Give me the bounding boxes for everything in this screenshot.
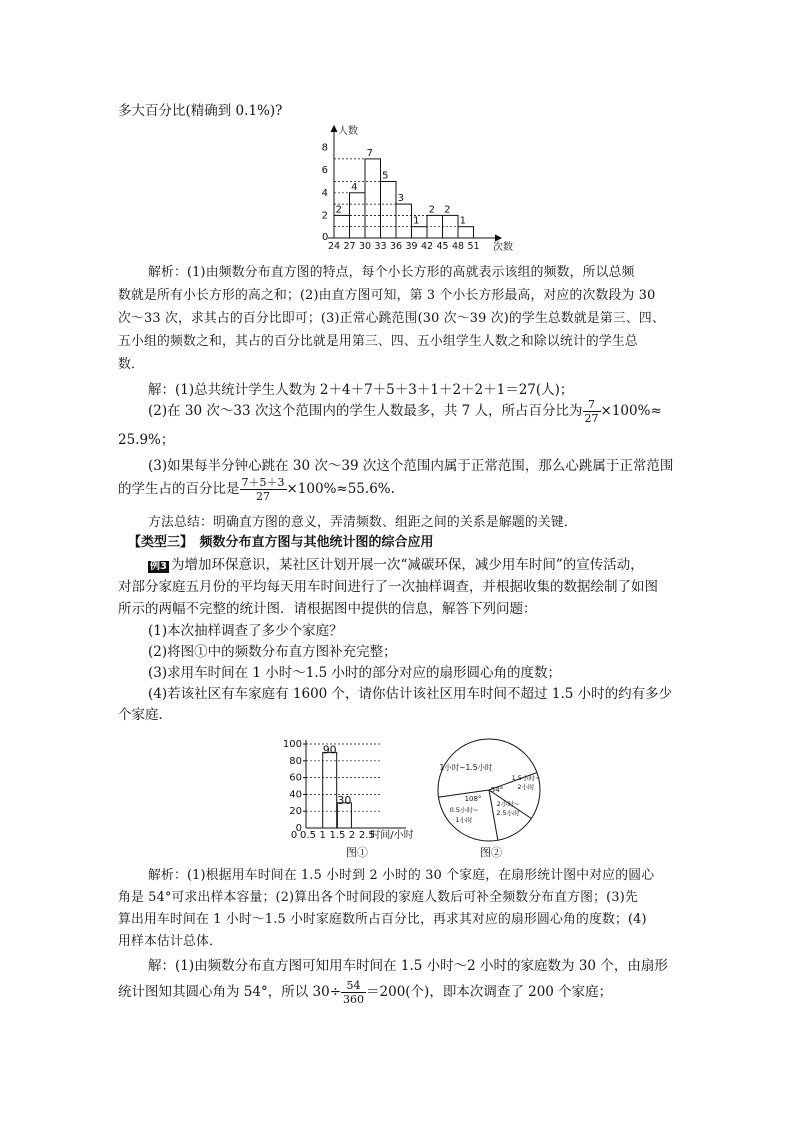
solution-1-line-2c: 25.9%； [118, 432, 175, 448]
y-tick-label: 60 [289, 772, 302, 784]
figure-2-caption: 图② [480, 846, 502, 859]
bar-value-label: 30 [337, 793, 352, 807]
y-tick-label: 40 [289, 789, 302, 801]
x-axis-arrow [495, 235, 501, 241]
analysis-2-line-1: 解析：(1)根据用车时间在 1.5 小时到 2 小时的 30 个家庭，在扇形统计图中对应的圆心 [148, 868, 655, 883]
x-tick-label: 36 [389, 241, 403, 252]
analysis-2-line-2: 角是 54°可求出样本容量；(2)算出各个时间段的家庭人数后可补全频数分布直方图；(3)先 [118, 890, 638, 905]
x-tick-label: 39 [405, 241, 418, 252]
fraction-54-360 [341, 979, 366, 1006]
y-axis-label: 人数 [338, 126, 358, 137]
x-tick-label: 33 [374, 241, 387, 252]
x-tick-label: 24 [327, 241, 341, 252]
pie-label-b1: 1.5小时~ [511, 774, 541, 782]
pie-angle-54: 54° [490, 786, 504, 794]
fraction-denominator: 360 [343, 993, 365, 1006]
fraction-numerator: 7 [583, 398, 601, 412]
fraction-denominator: 27 [256, 490, 270, 503]
y-tick-label: 20 [289, 806, 302, 818]
question-3: (3)求用车时间在 1 小时～1.5 小时的部分对应的扇形圆心角的度数； [148, 665, 562, 681]
analysis-1-line-2: 数就是所有小长方形的高之和；(2)由直方图可知，第 3 个小长方形最高，对应的次数段为 30 [118, 288, 656, 303]
solution-1-line-3: (3)如果每半分钟心跳在 30 次～39 次这个范围内属于正常范围，那么心跳属于正常范围 [148, 458, 674, 474]
solution-1-part-2a: (2)在 30 次～33 次这个范围内的学生人数最多，共 7 人，所占百分比为 [148, 403, 583, 419]
x-tick-label: 45 [436, 241, 449, 252]
y-tick-label: 2 [321, 210, 328, 222]
example-3-line-3: 所示的两幅不完整的统计图．请根据图中提供的信息，解答下列问题： [118, 601, 537, 617]
question-4-line-2: 个家庭． [118, 707, 172, 723]
example-3-text-1: 为增加环保意识，某社区计划开展一次“减碳环保，减少用车时间”的宣传活动， [170, 557, 644, 573]
x-tick-label: 48 [451, 241, 465, 252]
solution-1-line-1: 解：(1)总共统计学生人数为 2＋4＋7＋5＋3＋1＋2＋2＋1＝27(人)； [148, 382, 574, 398]
pie-label-d1: 0.5小时~ [449, 806, 479, 814]
y-tick-label: 8 [321, 142, 328, 154]
y-tick-label: 80 [289, 755, 302, 767]
x-tick-label: 2.5 [358, 830, 375, 841]
bar-value-label: 90 [322, 743, 337, 757]
y-tick-label: 4 [321, 187, 328, 199]
histogram-bar [396, 204, 412, 238]
bar-value-label: 7 [366, 147, 373, 159]
fraction-7-27 [583, 398, 601, 425]
solution-2-part-b: ＝200(个)，即本次调查了 200 个家庭； [366, 984, 613, 1000]
histogram-bar [365, 159, 381, 238]
bar-value-label: 2 [428, 204, 435, 216]
solution-1-part-3b: 的学生占的百分比是 [118, 481, 240, 497]
bar-value-label: 1 [413, 215, 420, 227]
solution-1-line-4 [118, 475, 395, 503]
solution-2-line-1: 解：(1)由频数分布直方图可知用车时间在 1.5 小时～2 小时的家庭数为 30 个，由扇形 [148, 958, 668, 974]
y-axis-arrow [331, 126, 337, 132]
analysis-1-line-1: 解析：(1)由频数分布直方图的特点，每个小长方形的高就表示该组的频数，所以总频 [148, 265, 635, 280]
solution-1-line-2 [148, 397, 662, 425]
origin-label: 0 [322, 232, 329, 243]
pie-angle-108: 108° [464, 795, 482, 803]
question-1: (1)本次抽样调查了多少个家庭？ [148, 623, 343, 639]
analysis-2-line-3: 算出用车时间在 1 小时～1.5 小时家庭数所占百分比，再求其对应的扇形圆心角的度数；(4) [118, 912, 647, 927]
bar-value-label: 3 [397, 193, 404, 205]
histogram-chart-1 [300, 122, 520, 254]
example-3-line-1 [148, 555, 644, 575]
bar-value-label: 4 [351, 181, 358, 193]
pie-label-a: 1小时~1.5小时 [439, 763, 493, 772]
example-3-line-2: 对部分家庭五月份的平均每天用车时间进行了一次抽样调查，并根据收集的数据绘制了如图 [118, 579, 658, 595]
histogram-chart-2 [276, 734, 446, 844]
bar-value-label: 2 [444, 204, 451, 216]
pie-label-c1: 2小时~ [496, 800, 520, 808]
x-tick-label: 27 [343, 241, 356, 252]
y-tick-label: 100 [282, 739, 302, 750]
type-3-heading: 【类型三】 频数分布直方图与其他统计图的综合应用 [128, 535, 434, 550]
bar-value-label: 1 [459, 215, 466, 227]
figure-1-caption: 图① [346, 846, 368, 859]
origin-label: 0 [290, 830, 298, 841]
histogram-bar [381, 182, 397, 239]
y-tick-label: 6 [321, 165, 328, 177]
example-badge: 例3 [150, 561, 167, 572]
analysis-1-line-4: 五小组的频数之和，其占的百分比就是用第三、四、五小组学生人数之和除以统计的学生总 [118, 334, 638, 349]
x-axis-label: 次数 [493, 242, 513, 253]
solution-1-part-2b: ×100%≈ [600, 403, 662, 419]
fraction-numerator: 54 [341, 979, 366, 993]
x-tick-label: 30 [358, 241, 372, 252]
analysis-1-line-3: 次～33 次，求其占的百分比即可；(3)正常心跳范围(30 次～39 次)的学生总数就是第三、四、 [118, 311, 665, 326]
x-tick-label: 0.5 [300, 830, 316, 841]
intro-line: 多大百分比(精确到 0.1%)? [118, 103, 283, 119]
solution-1-part-3c: ×100%≈55.6%. [286, 481, 395, 497]
method-summary: 方法总结：明确直方图的意义，弄清频数、组距之间的关系是解题的关键． [148, 515, 577, 530]
x-axis-label: 时间/小时 [370, 830, 414, 841]
x-tick-label: 42 [420, 241, 434, 252]
x-tick-label: 2 [348, 830, 356, 841]
pie-label-c2: 2.5小时 [496, 809, 520, 817]
bar-value-label: 2 [335, 204, 342, 216]
analysis-1-line-5: 数． [118, 357, 144, 372]
pie-chart [430, 734, 548, 846]
question-4-line-1: (4)若该社区有车家庭有 1600 个，请你估计该社区用车时间不超过 1.5 小时的约有多少 [148, 686, 673, 702]
pie-label-d2: 1小时 [455, 816, 473, 824]
fraction-denominator: 27 [584, 412, 599, 425]
analysis-2-line-4: 用样本估计总体． [118, 934, 222, 949]
histogram-bar [458, 227, 474, 238]
histogram-bar [412, 227, 428, 238]
fraction-numerator: 7＋5＋3 [241, 476, 285, 489]
question-2: (2)将图①中的频数分布直方图补充完整； [148, 644, 397, 660]
bar-value-label: 5 [382, 170, 389, 182]
y-tick-label: 0 [295, 823, 302, 834]
pie-label-b2: 2小时 [517, 783, 535, 791]
solution-2-part-a: 统计图知其圆心角为 54°，所以 30÷ [118, 984, 342, 1000]
x-tick-label: 1.5 [329, 830, 346, 841]
x-tick-label: 1 [319, 830, 326, 841]
solution-2-line-2 [118, 977, 612, 1007]
histogram-bar [323, 752, 337, 828]
x-tick-label: 51 [467, 241, 480, 252]
fraction-15-27 [240, 476, 287, 503]
